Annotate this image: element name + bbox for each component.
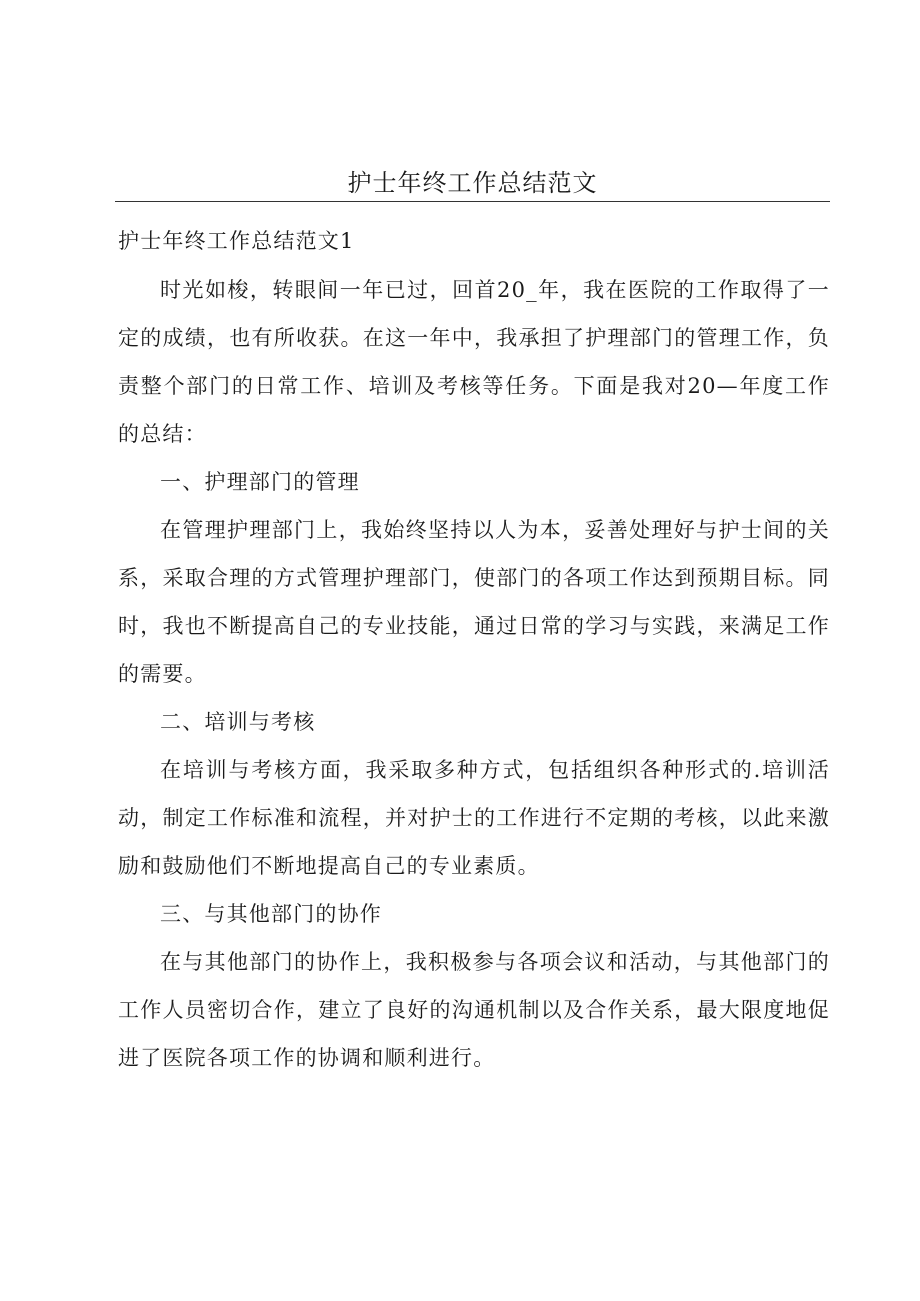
heading-nursing-management: 一、护理部门的管理 bbox=[160, 470, 360, 494]
heading-training-assessment: 二、培训与考核 bbox=[160, 710, 316, 734]
section-subtitle: 护士年终工作总结范文1 bbox=[118, 229, 355, 253]
paragraph-cooperation: 在与其他部门的协作上，我积极参与各项会议和活动，与其他部门的工作人员密切合作，建立了良好的沟通机制以及合作关系，最大限度地促进了医院各项工作的协调和顺利进行。 bbox=[118, 950, 830, 1070]
document-body bbox=[118, 222, 830, 1082]
paragraph-nursing-management: 在管理护理部门上，我始终坚持以人为本，妥善处理好与护士间的关系，采取合理的方式管理护理部门，使部门的各项工作达到预期目标。同时，我也不断提高自己的专业技能，通过日常的学习与实践，来满足工作的需要。 bbox=[118, 518, 830, 686]
paragraph-intro: 时光如梭，转眼间一年已过，回首20_年，我在医院的工作取得了一定的成绩，也有所收获。在这一年中，我承担了护理部门的管理工作，负责整个部门的日常工作、培训及考核等任务。下面是我对20—年度工作的总结： bbox=[118, 278, 830, 446]
title-underline bbox=[115, 201, 830, 202]
paragraph-training-assessment: 在培训与考核方面，我采取多种方式，包括组织各种形式的.培训活动，制定工作标准和流程，并对护士的工作进行不定期的考核，以此来激励和鼓励他们不断地提高自己的专业素质。 bbox=[118, 758, 830, 878]
heading-cooperation: 三、与其他部门的协作 bbox=[160, 902, 382, 926]
document-title: 护士年终工作总结范文 bbox=[347, 169, 598, 197]
